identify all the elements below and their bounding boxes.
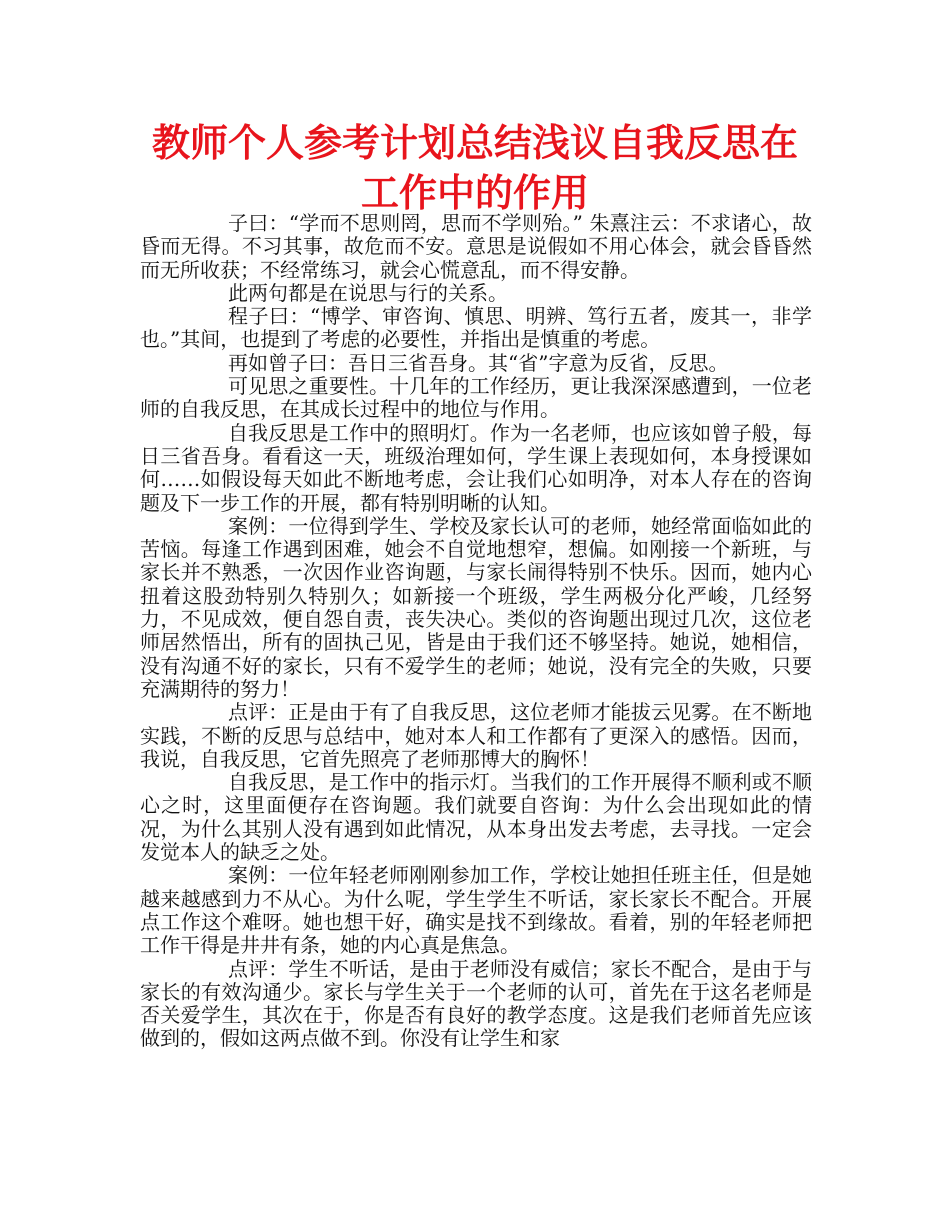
paragraph-10: 案例：一位年轻老师刚刚参加工作，学校让她担任班主任，但是她越来越感到力不从心。为什么呢，学生学生不听话，家长家长不配合。开展点工作这个难呀。她也想干好，确实是找不到缘故。看着，别的年轻老师把工作干得是井井有条，她的内心真是焦急。	[140, 863, 812, 958]
paragraph-9: 自我反思，是工作中的指示灯。当我们的工作开展得不顺利或不顺心之时，这里面便存在咨询题。我们就要自咨询：为什么会出现如此的情况，为什么其别人没有遇到如此情况，从本身出发去考虑，去寻找。一定会发觉本人的缺乏之处。	[140, 770, 812, 865]
paragraph-1: 子曰：“学而不思则罔，思而不学则殆。” 朱熹注云：不求诸心，故昏而无得。不习其事，故危而不安。意思是说假如不用心体会，就会昏昏然而无所收获；不经常练习，就会心慌意乱，而不得安静。	[140, 211, 812, 282]
paragraph-3: 程子曰：“博学、审咨询、慎思、明辨、笃行五者，废其一，非学也。”其间，也提到了考虑的必要性，并指出是慎重的考虑。	[140, 304, 812, 352]
document-body	[140, 212, 812, 1051]
paragraph-11: 点评：学生不听话，是由于老师没有威信；家长不配合，是由于与家长的有效沟通少。家长与学生关于一个老师的认可，首先在于这名老师是否关爱学生，其次在于，你是否有良好的教学态度。这是我们老师首先应该做到的，假如这两点做不到。你没有让学生和家	[140, 956, 812, 1051]
paragraph-6: 自我反思是工作中的照明灯。作为一名老师，也应该如曾子般，每日三省吾身。看看这一天，班级治理如何，学生课上表现如何，本身授课如何……如假设每天如此不断地考虑，会让我们心如明净，对本人存在的咨询题及下一步工作的开展，都有特别明晰的认知。	[140, 420, 812, 515]
document-title: 教师个人参考计划总结浅议自我反思在工作中的作用	[151, 121, 798, 215]
paragraph-4: 再如曾子曰：吾日三省吾身。其“省”字意为反省，反思。	[228, 350, 729, 375]
paragraph-8: 点评：正是由于有了自我反思，这位老师才能拔云见雾。在不断地实践，不断的反思与总结中，她对本人和工作都有了更深入的感悟。因而，我说，自我反思，它首先照亮了老师那博大的胸怀！	[140, 700, 812, 771]
paragraph-5: 可见思之重要性。十几年的工作经历，更让我深深感遭到，一位老师的自我反思，在其成长过程中的地位与作用。	[140, 374, 812, 422]
paragraph-2: 此两句都是在说思与行的关系。	[228, 280, 508, 305]
paragraph-7: 案例：一位得到学生、学校及家长认可的老师，她经常面临如此的苦恼。每逢工作遇到困难，她会不自觉地想窄，想偏。如刚接一个新班，与家长并不熟悉，一次因作业咨询题，与家长闹得特别不快乐。因而，她内心扭着这股劲特别久特别久；如新接一个班级，学生两极分化严峻，几经努力，不见成效，便自怨自责，丧失决心。类似的咨询题出现过几次，这位老师居然悟出，所有的固执己见，皆是由于我们还不够坚持。她说，她相信，没有沟通不好的家长，只有不爱学生的老师；她说，没有完全的失败，只要充满期待的努力！	[140, 513, 812, 701]
